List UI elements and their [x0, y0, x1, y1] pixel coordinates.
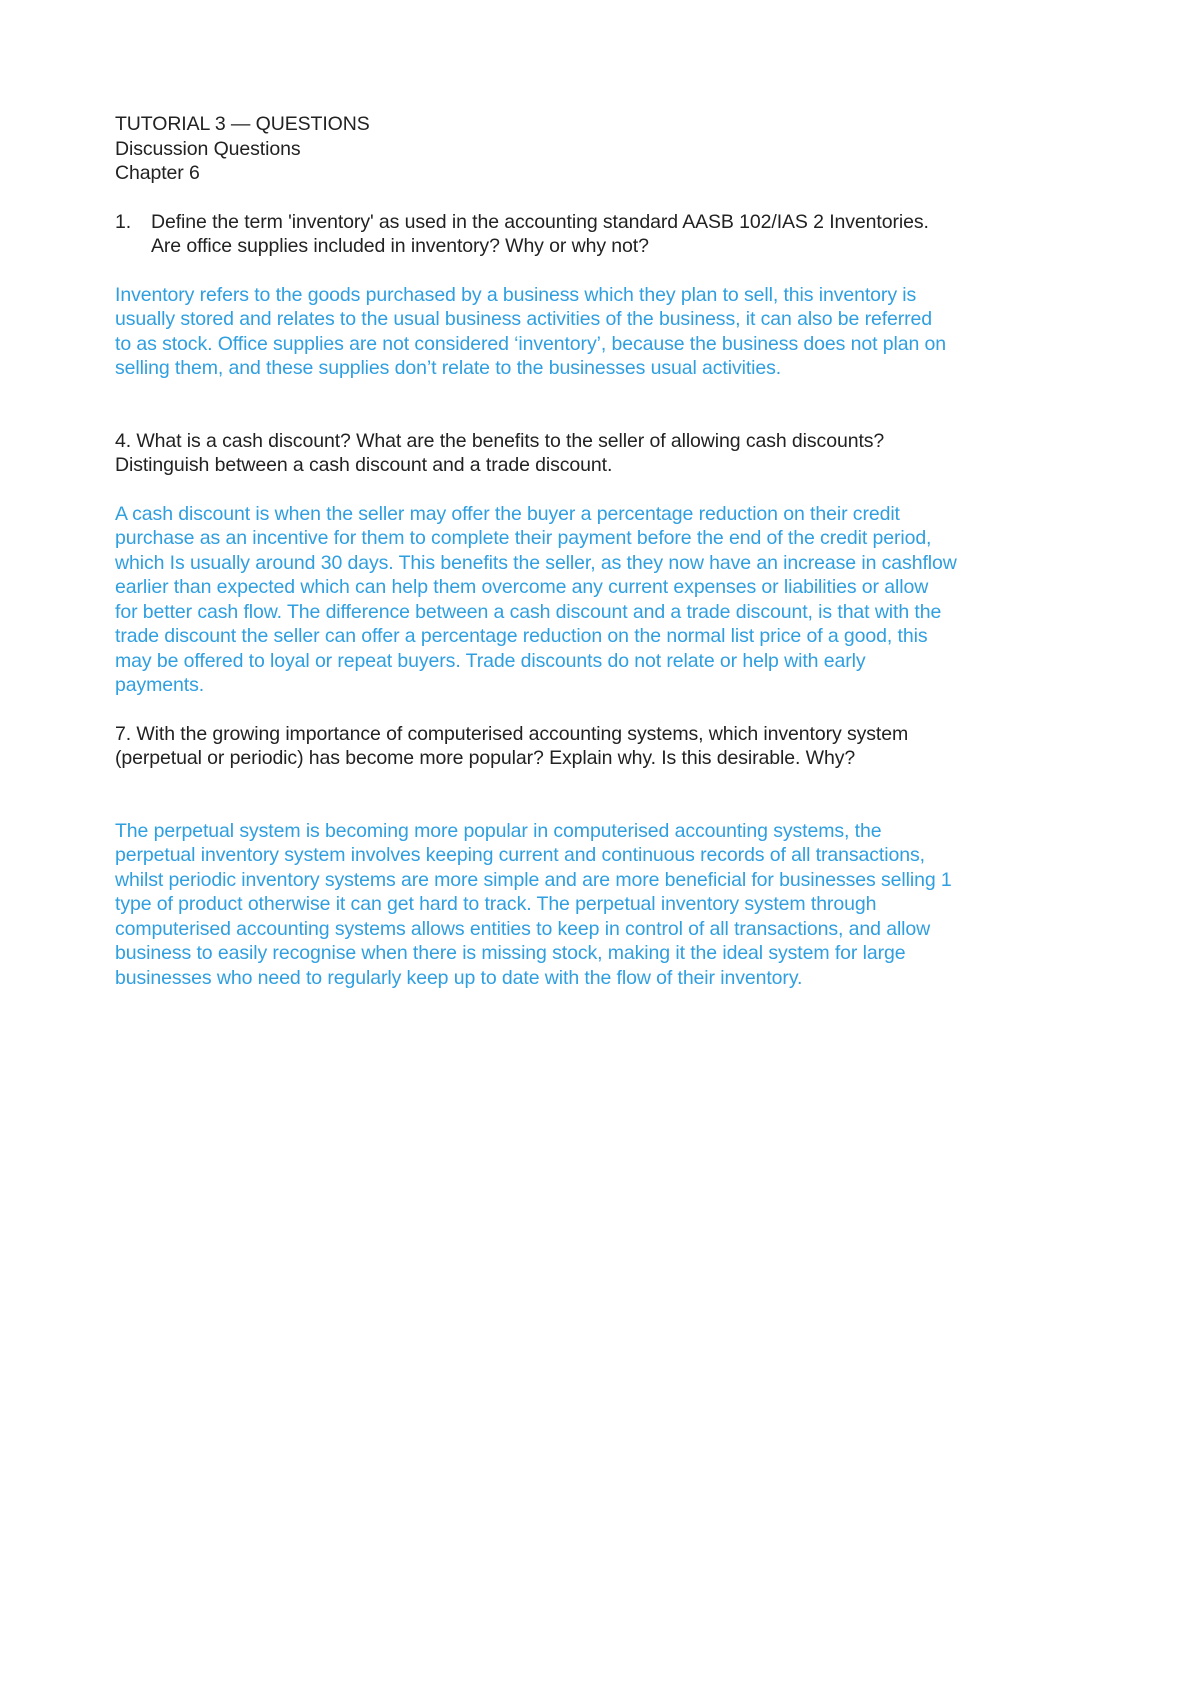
question-4-line: 4. What is a cash discount? What are the benefits to the seller of allowing cash discounts? [115, 429, 885, 452]
answer-7-line: businesses who need to regularly keep up to date with the flow of their inventory. [115, 966, 803, 989]
answer-4-line: may be offered to loyal or repeat buyers. Trade discounts do not relate or help with early [115, 649, 866, 672]
answer-4-line: earlier than expected which can help them overcome any current expenses or liabilities or allow [115, 576, 929, 598]
question-4-line: Distinguish between a cash discount and a trade discount. [115, 454, 613, 476]
answer-4-line: for better cash flow. The difference between a cash discount and a trade discount, is that with the [115, 600, 942, 623]
answer-4-line: purchase as an incentive for them to complete their payment before the end of the credit period, [115, 527, 932, 549]
answer-4 [115, 502, 1115, 698]
question-7-line: 7. With the growing importance of computerised accounting systems, which inventory system [115, 722, 909, 745]
answer-7-line: whilst periodic inventory systems are more simple and are more beneficial for businesses selling 1 [115, 868, 952, 891]
document-title: TUTORIAL 3 — QUESTIONS [115, 113, 370, 135]
question-7 [115, 722, 1115, 771]
document-body [115, 112, 1115, 990]
answer-4-line: trade discount the seller can offer a percentage reduction on the normal list price of a good, this [115, 625, 928, 647]
document-header [115, 112, 1115, 186]
question-1-line: Are office supplies included in inventory? Why or why not? [151, 235, 649, 257]
answer-4-line: A cash discount is when the seller may offer the buyer a percentage reduction on their credit [115, 502, 900, 525]
question-1-line: Define the term 'inventory' as used in the accounting standard AASB 102/IAS 2 Inventories. [151, 210, 929, 233]
answer-7-line: The perpetual system is becoming more popular in computerised accounting systems, the [115, 819, 882, 842]
answer-1-line: to as stock. Office supplies are not considered ‘inventory’, because the business does not plan on [115, 332, 947, 355]
question-4 [115, 429, 1115, 478]
answer-4-line: payments. [115, 674, 205, 696]
answer-7-line: perpetual inventory system involves keeping current and continuous records of all transactions, [115, 844, 925, 866]
answer-7 [115, 819, 1115, 991]
question-1 [115, 210, 1115, 259]
answer-1-line: usually stored and relates to the usual business activities of the business, it can also be referred [115, 308, 933, 330]
answer-7-line: computerised accounting systems allows entities to keep in control of all transactions, and allow [115, 917, 931, 940]
document-subtitle: Discussion Questions [115, 137, 301, 160]
answer-7-line: type of product otherwise it can get hard to track. The perpetual inventory system through [115, 893, 877, 915]
chapter-label: Chapter 6 [115, 162, 200, 184]
answer-7-line: business to easily recognise when there is missing stock, making it the ideal system for large [115, 942, 906, 964]
question-1-number: 1. [115, 210, 132, 233]
answer-1-line: selling them, and these supplies don’t relate to the businesses usual activities. [115, 357, 782, 379]
question-7-line: (perpetual or periodic) has become more popular? Explain why. Is this desirable. Why? [115, 747, 856, 769]
answer-1-line: Inventory refers to the goods purchased by a business which they plan to sell, this inventory is [115, 283, 917, 306]
answer-4-line: which Is usually around 30 days. This benefits the seller, as they now have an increase in cashflow [115, 551, 957, 574]
answer-1 [115, 283, 1115, 381]
